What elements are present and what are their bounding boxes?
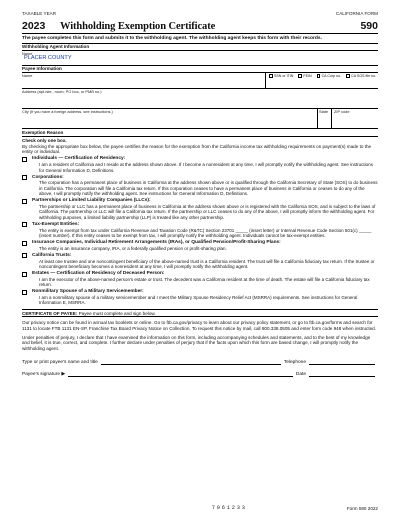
title-row (22, 18, 378, 32)
form-590-page (22, 11, 378, 511)
signature-label: Payee's signature ▶ (22, 372, 66, 378)
name-telephone-line (22, 353, 378, 365)
payee-state-label: State (319, 109, 329, 114)
footer-form-ref: Form 590 2022 (346, 505, 378, 511)
exemption-title: Insurance Companies, Individual Retirement Arrangements (IRAs), or Qualified Pension/Profit-Sharing Plans: (32, 240, 281, 245)
checkbox-trusts[interactable] (22, 253, 27, 258)
check-one-note: Check only one box. (22, 138, 67, 143)
exemption-list (22, 156, 378, 305)
tin-option-label: CA Corp no. (321, 74, 342, 78)
privacy-notice: Our privacy notice can be found in annual tax booklets or online. Go to ftb.ca.gov/privacy to learn about our privacy policy statement, or go to ftb.ca.gov/forms and search for 1131 to locate FTB 1131 EN-SP, Franchise Tax Board Privacy Notice on Collection. To request this notice by mail, call 800.338.0505 and enter form code 948 when instructed. (22, 320, 376, 331)
exemption-title: Individuals — Certification of Residency: (32, 156, 126, 162)
form-barcode: 7061233 (211, 505, 247, 511)
exemption-desc: I am the executor of the above-named person's estate or trust. The decedent was a California resident at the time of death. The estate will file a California fiduciary tax return. (39, 276, 370, 288)
exemption-corporations (22, 175, 378, 197)
exemption-desc: I am a resident of California and I reside at the address shown above. If I become a nonresident at any time, I will promptly notify the withholding agent. See instructions for General Information D, Definitions. (39, 162, 373, 173)
payee-name-row (22, 73, 378, 88)
checkbox-icon (269, 74, 273, 78)
checkbox-insurance[interactable] (22, 241, 27, 246)
certificate-title-rest: Payee must complete and sign below. (78, 310, 156, 316)
signature-field[interactable] (68, 372, 293, 377)
payee-heading: Payee Information (22, 66, 62, 71)
taxable-year-label: TAXABLE YEAR (22, 11, 57, 16)
payee-address-label: Address (apt./ste., room, PO box, or PMB no.) (22, 89, 102, 94)
exemption-desc: I am a nonmilitary spouse of a military servicemember and I meet the Military Spouse Residency Relief Act (MSRRA) requirements. See instructions for General Information E, MSRRA. (39, 295, 358, 306)
checkbox-individuals[interactable] (22, 157, 27, 162)
telephone-label: Telephone (283, 360, 306, 366)
exemption-individuals (22, 156, 378, 173)
tin-options (266, 74, 376, 78)
payee-city-label: City (If you have a foreign address, see instructions.) (22, 109, 113, 114)
form-title: Withholding Exemption Certificate (60, 21, 216, 32)
exemption-desc: The corporation has a permanent place of business in California at the address shown above or is qualified through the California Secretary of State (SOS) to do business in California. The corporation will file a California tax return. If this corporation ceases to have a permanent place of business in California or ceases to do any of the above, I will promptly notify the withholding agent. See instructions for General Information D, Definitions. (39, 180, 378, 197)
divider (22, 128, 378, 129)
print-name-label: Type or print payee's name and title (22, 360, 98, 366)
perjury-statement: Under penalties of perjury, I declare that I have examined the information on this form, including accompanying schedules and statements, and to the best of my knowledge and belief, it is true, correct, and complete. I further declare under penalties of perjury that if the facts upon which this form are based change, I will promptly notify the withholding agent. (22, 334, 371, 351)
checkbox-military-spouse[interactable] (22, 290, 27, 295)
agent-name-value[interactable]: PLACER COUNTY (24, 55, 72, 61)
payee-city-field[interactable] (22, 109, 318, 128)
tin-option-label: CA SOS file no. (351, 74, 377, 78)
checkbox-icon (346, 74, 350, 78)
tin-option-label: FEIN (303, 74, 312, 78)
tin-option-ssn[interactable] (269, 74, 293, 78)
exemption-desc: The entity is an insurance company, IRA, or a federally qualified pension or profit-sharing plan. (39, 245, 227, 251)
page-footer (22, 505, 378, 511)
telephone-field[interactable] (309, 360, 375, 365)
form-number: 590 (360, 20, 378, 32)
exemption-desc: The partnership or LLC has a permanent place of business in California at the address shown above or is registered with the California SOS, and is subject to the laws of California. The partnership or LLC will file a California tax return. If the partnership or LLC ceases to do any of the above, I will promptly inform the withholding agent. For withholding purposes, a limited liability partnership (LLP) is treated like any other partnership. (39, 203, 376, 220)
payee-zip-field[interactable] (332, 109, 378, 128)
tin-option-ca-sos[interactable] (346, 74, 376, 78)
agent-name-label: Name (22, 51, 33, 56)
divider (22, 309, 378, 310)
payee-name-field[interactable] (22, 73, 266, 88)
agent-name-field[interactable] (22, 51, 378, 65)
exemption-title: California Trusts: (32, 252, 72, 258)
exemption-title: Partnerships or Limited Liability Companies (LLCs): (32, 198, 151, 204)
form-year: 2023 (22, 20, 46, 32)
divider (22, 136, 378, 137)
exemption-desc: At least one trustee and one noncontingent beneficiary of the above-named trust is a California resident. The trust will file a California fiduciary tax return. If the trustee or noncontingent beneficiary becomes a nonresident at any time, I will promptly notify the withholding agent. (39, 258, 375, 269)
payee-name-label: Name (22, 73, 33, 78)
state-form-label: CALIFORNIA FORM (335, 11, 378, 16)
payee-address-field[interactable] (22, 89, 378, 108)
print-name-field[interactable] (101, 360, 281, 365)
tin-option-label: SSN or ITIN (274, 74, 294, 78)
exemption-insurance (22, 240, 378, 251)
exemption-title: Corporations: (32, 174, 64, 180)
form-instruction: The payee completes this form and submits it to the withholding agent. The withholding agent keeps this form with their records. (22, 36, 322, 41)
certificate-title: CERTIFICATE OF PAYEE: (22, 310, 78, 316)
top-labels (22, 11, 378, 16)
tin-option-fein[interactable] (298, 74, 311, 78)
exemption-intro: By checking the appropriate box below, the payee certifies the reason for the exemption from the California income tax withholding requirements on payment(s) made to the entity or individual. (22, 143, 372, 155)
payee-state-field[interactable] (318, 109, 332, 128)
withholding-agent-heading: Withholding Agent Information (22, 44, 90, 49)
exemption-tax-exempt (22, 222, 378, 239)
divider (22, 316, 378, 317)
signature-date-line (22, 365, 378, 377)
date-field[interactable] (309, 372, 375, 377)
date-label: Date (295, 372, 306, 378)
checkbox-tax-exempt[interactable] (22, 222, 27, 227)
exemption-desc: The entity is exempt from tax under California Revenue and Taxation Code (R&TC) Section 23701 _____ (insert letter) or Internal Revenue Code Section 501(c) _____ (insert number). If this entity ceases to be exempt from tax, I will promptly notify the withholding agent. Individuals cannot be tax-exempt entities. (39, 227, 372, 238)
exemption-partnerships (22, 198, 378, 220)
exemption-estates (22, 271, 378, 288)
checkbox-icon (298, 74, 302, 78)
tin-type-group (266, 73, 378, 88)
exemption-title: Nonmilitary Spouse of a Military Servicemember: (32, 289, 144, 295)
payee-zip-label: ZIP code (334, 109, 350, 114)
checkbox-estates[interactable] (22, 272, 27, 277)
payee-city-row (22, 109, 378, 128)
exemption-title: Tax-Exempt Entities: (32, 221, 80, 227)
exemption-trusts (22, 253, 378, 270)
exemption-title: Estates — Certification of Residency of Deceased Person: (32, 271, 165, 276)
checkbox-corporations[interactable] (22, 175, 27, 180)
exemption-military-spouse (22, 289, 378, 306)
checkbox-partnerships[interactable] (22, 199, 27, 204)
tin-option-ca-corp[interactable] (317, 74, 342, 78)
exemption-heading: Exemption Reason (22, 130, 64, 135)
checkbox-icon (317, 74, 321, 78)
title-divider (22, 33, 378, 34)
